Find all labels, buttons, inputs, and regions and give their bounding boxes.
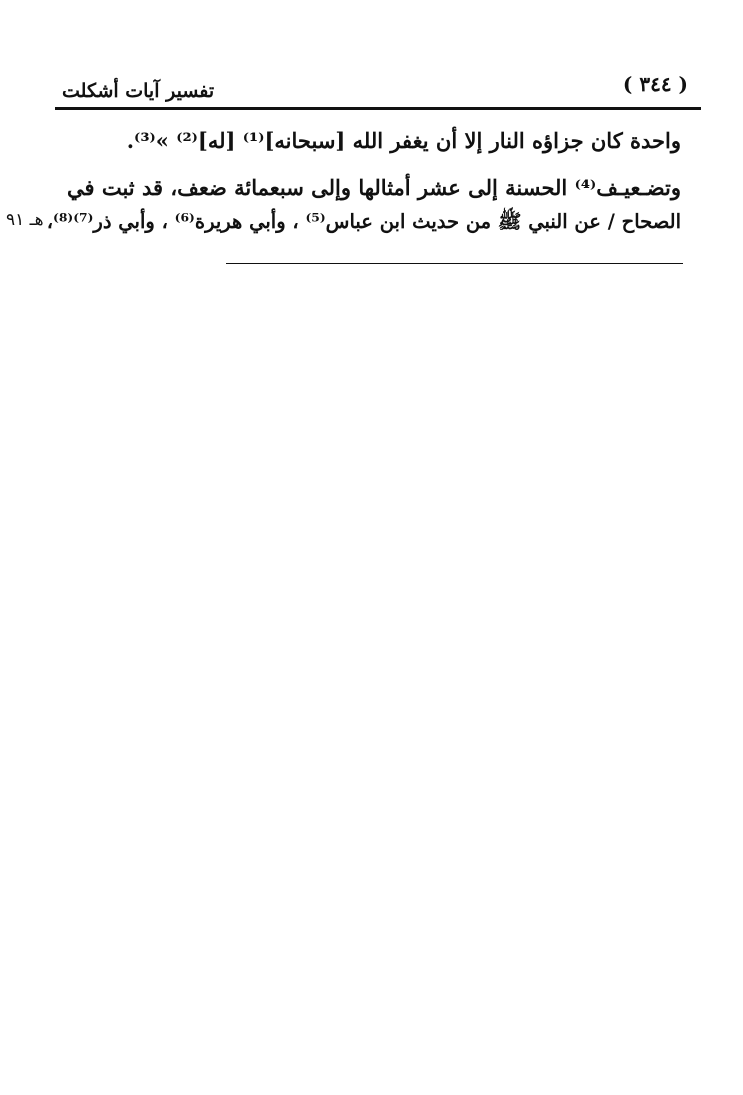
header-rule	[55, 107, 701, 110]
main-text-line-2: وتضـعيـف⁽⁴⁾ الحسنة إلى عشر أمثالها وإلى سبعمائة ضعف، قد ثبت في	[66, 175, 681, 200]
page-number: ( ٣٤٤ )	[622, 72, 688, 96]
main-text-line-3: الصحاح / عن النبي ﷺ من حديث ابن عباس⁽⁵⁾ ، وأبي هريرة⁽⁶⁾ ، وأبي ذر⁽⁷⁾⁽⁸⁾،	[46, 210, 681, 233]
running-title: تفسير آيات أشكلت	[62, 80, 215, 102]
margin-folio-note: هـ ٩١	[6, 210, 44, 230]
main-text-line-1: واحدة كان جزاؤه النار إلا أن يغفر الله [سبحانه]⁽¹⁾ [له]⁽²⁾ »⁽³⁾.	[126, 128, 681, 153]
footnote-separator	[226, 263, 683, 264]
